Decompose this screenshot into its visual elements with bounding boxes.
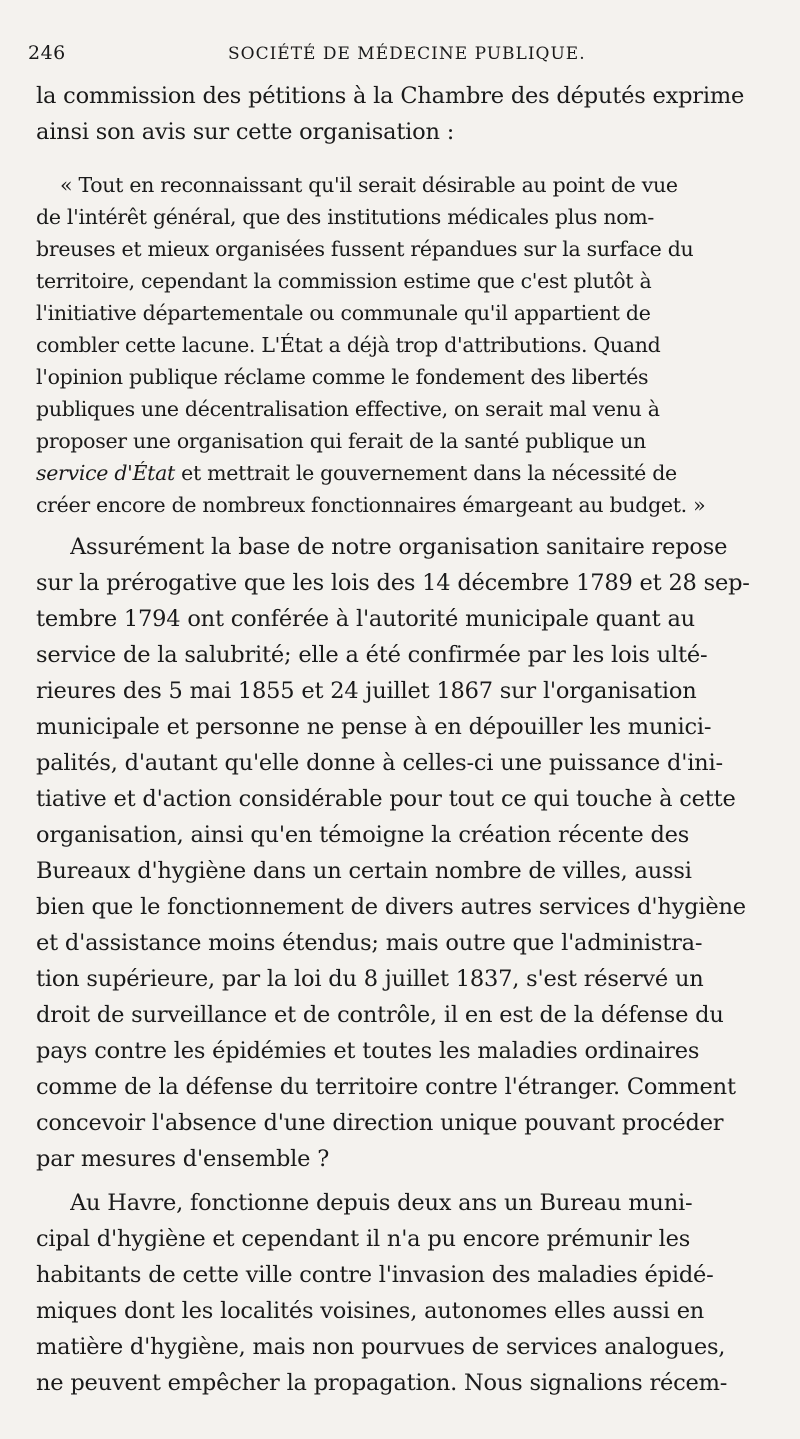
text-line: Au Havre, fonctionne depuis deux ans un Bureau muni- [70, 1190, 693, 1216]
text-line: palités, d'autant qu'elle donne à celles-ci une puissance d'ini- [36, 750, 723, 776]
text-line: la commission des pétitions à la Chambre des députés exprime [36, 83, 745, 109]
quote-line: publiques une décentralisation effective, on serait mal venu à [36, 397, 660, 421]
text-line: service de la salubrité; elle a été confirmée par les lois ulté- [36, 642, 708, 668]
text-line: comme de la défense du territoire contre l'étranger. Comment [36, 1074, 736, 1100]
text-line: matière d'hygiène, mais non pourvues de services analogues, [36, 1334, 726, 1360]
running-title: SOCIÉTÉ DE MÉDECINE PUBLIQUE. [228, 44, 586, 64]
text-line: sur la prérogative que les lois des 14 décembre 1789 et 28 sep- [36, 570, 750, 596]
text-line: bien que le fonctionnement de divers autres services d'hygiène [36, 894, 746, 920]
text-line: organisation, ainsi qu'en témoigne la création récente des [36, 822, 690, 848]
text-line: habitants de cette ville contre l'invasion des maladies épidé- [36, 1262, 714, 1288]
quote-line: l'initiative départementale ou communale qu'il appartient de [36, 301, 651, 325]
quote-line: créer encore de nombreux fonctionnaires émargeant au budget. » [36, 493, 706, 517]
text-line: municipale et personne ne pense à en dépouiller les munici- [36, 714, 712, 740]
text-line: tembre 1794 ont conférée à l'autorité municipale quant au [36, 606, 695, 632]
quote-line: combler cette lacune. L'État a déjà trop d'attributions. Quand [36, 333, 661, 357]
text-line: et d'assistance moins étendus; mais outre que l'administra- [36, 930, 703, 956]
text-line: pays contre les épidémies et toutes les maladies ordinaires [36, 1038, 700, 1064]
quote-line: proposer une organisation qui ferait de la santé publique un [36, 429, 646, 453]
text-line: ainsi son avis sur cette organisation : [36, 119, 455, 145]
page-number: 246 [28, 42, 66, 64]
text-line: tiative et d'action considérable pour tout ce qui touche à cette [36, 786, 736, 812]
text-line: Bureaux d'hygiène dans un certain nombre de villes, aussi [36, 858, 692, 884]
text-line: droit de surveillance et de contrôle, il en est de la défense du [36, 1002, 724, 1028]
quote-line: de l'intérêt général, que des institutions médicales plus nom- [36, 205, 655, 229]
quote-line-rest: et mettrait le gouvernement dans la nécessité de [174, 461, 677, 485]
quote-line: territoire, cependant la commission estime que c'est plutôt à [36, 269, 652, 293]
quote-line: l'opinion publique réclame comme le fondement des libertés [36, 365, 649, 389]
text-line: Assurément la base de notre organisation sanitaire repose [70, 534, 728, 560]
text-line: tion supérieure, par la loi du 8 juillet 1837, s'est réservé un [36, 966, 704, 992]
text-line: miques dont les localités voisines, autonomes elles aussi en [36, 1298, 705, 1324]
text-line: cipal d'hygiène et cependant il n'a pu encore prémunir les [36, 1226, 691, 1252]
text-line: rieures des 5 mai 1855 et 24 juillet 1867 sur l'organisation [36, 678, 697, 704]
quote-line: breuses et mieux organisées fussent répandues sur la surface du [36, 237, 694, 261]
quote-line: « Tout en reconnaissant qu'il serait désirable au point de vue [60, 173, 678, 197]
text-line: ne peuvent empêcher la propagation. Nous signalions récem- [36, 1370, 728, 1396]
italic-phrase: service d'État [36, 461, 175, 485]
text-line: par mesures d'ensemble ? [36, 1146, 330, 1172]
quote-line [36, 461, 764, 485]
text-line: concevoir l'absence d'une direction unique pouvant procéder [36, 1110, 724, 1136]
